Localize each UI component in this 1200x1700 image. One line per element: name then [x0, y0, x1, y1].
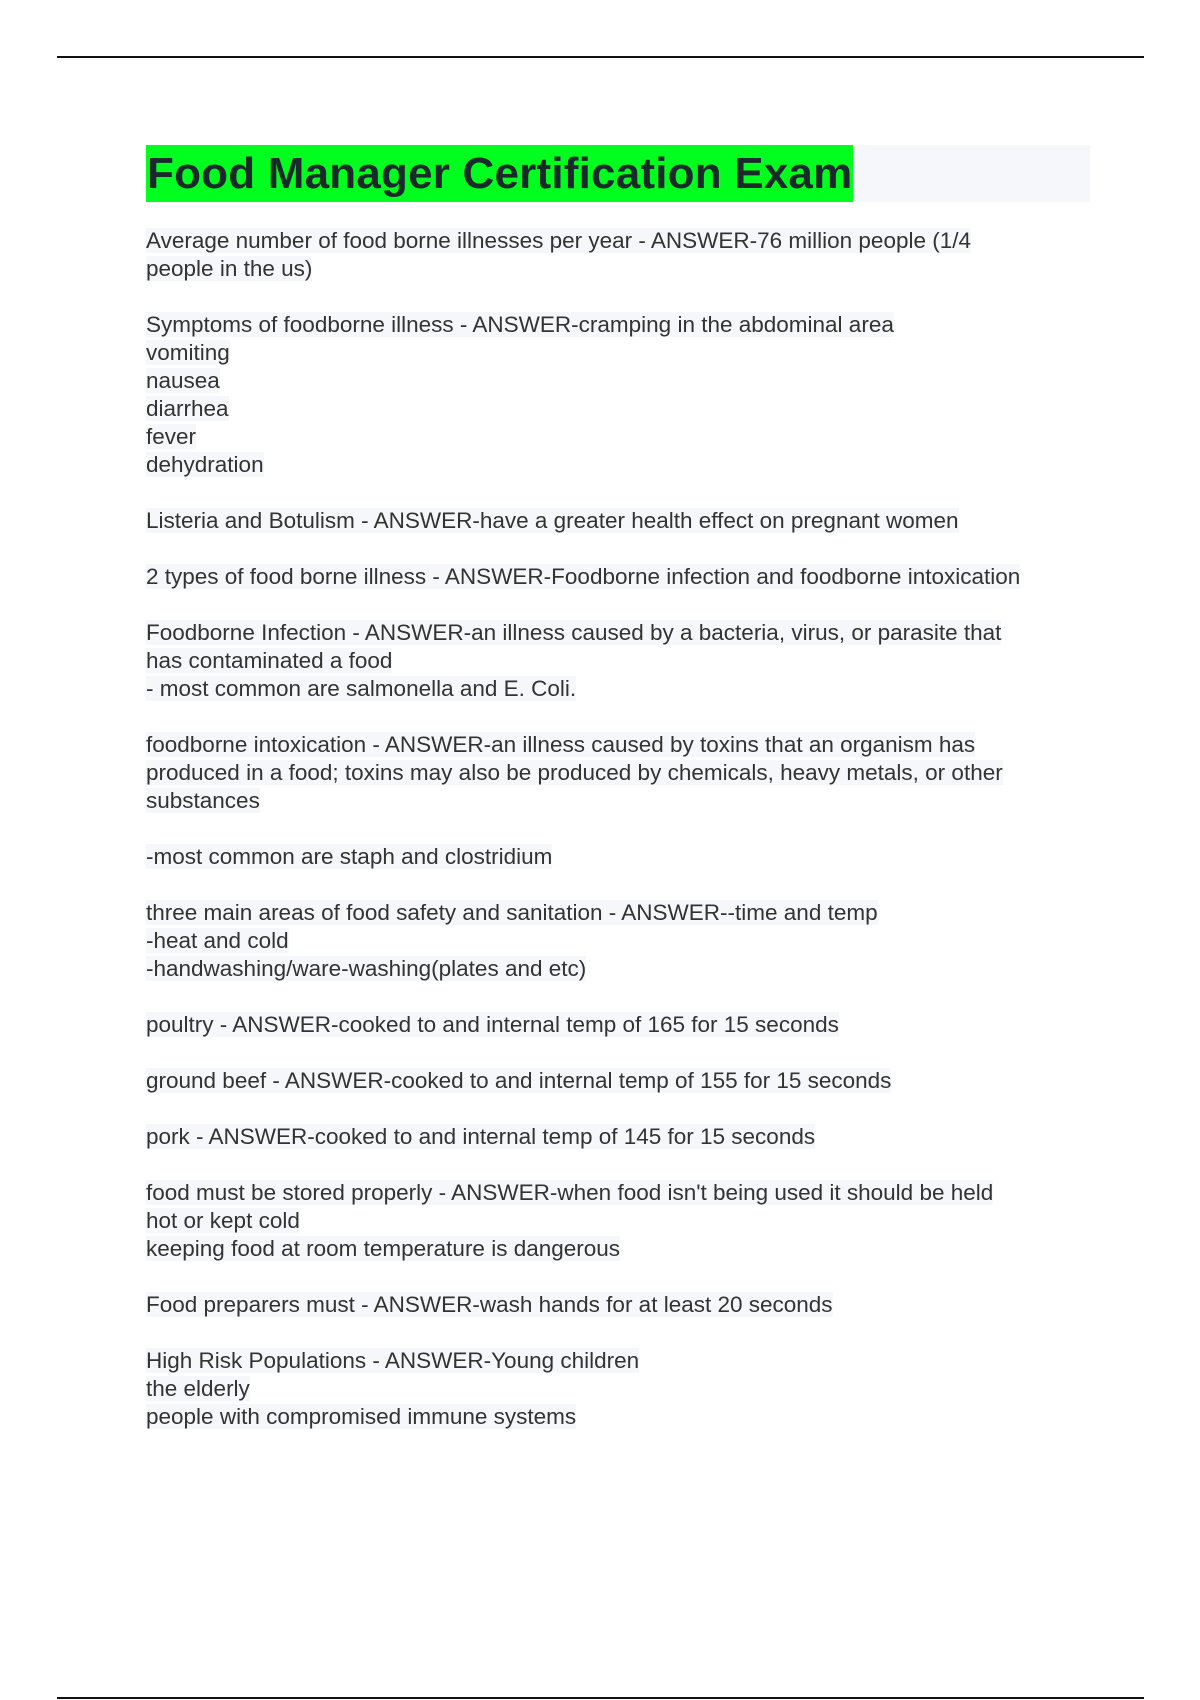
qa-line: poultry - ANSWER-cooked to and internal temp of 165 for 15 seconds: [146, 1012, 839, 1037]
list-item: [146, 311, 1090, 479]
list-item: [146, 1291, 1090, 1319]
qa-line: has contaminated a food: [146, 648, 393, 673]
qa-line: people in the us): [146, 256, 313, 281]
qa-line: dehydration: [146, 452, 264, 477]
qa-line: produced in a food; toxins may also be produced by chemicals, heavy metals, or other: [146, 760, 1003, 785]
qa-line: 2 types of food borne illness - ANSWER-Foodborne infection and foodborne intoxication: [146, 564, 1021, 589]
qa-line: Food preparers must - ANSWER-wash hands for at least 20 seconds: [146, 1292, 833, 1317]
list-item: [146, 1347, 1090, 1431]
qa-line: -most common are staph and clostridium: [146, 844, 553, 869]
qa-line: hot or kept cold: [146, 1208, 300, 1233]
qa-line: Foodborne Infection - ANSWER-an illness caused by a bacteria, virus, or parasite that: [146, 620, 1002, 645]
list-item: [146, 843, 1090, 871]
qa-line: pork - ANSWER-cooked to and internal temp of 145 for 15 seconds: [146, 1124, 816, 1149]
qa-line: vomiting: [146, 340, 230, 365]
qa-line: diarrhea: [146, 396, 229, 421]
list-item: [146, 507, 1090, 535]
qa-line: keeping food at room temperature is dangerous: [146, 1236, 621, 1261]
qa-line: fever: [146, 424, 197, 449]
qa-line: people with compromised immune systems: [146, 1404, 577, 1429]
document-body: [146, 145, 1090, 1459]
list-item: [146, 563, 1090, 591]
qa-list: [146, 227, 1090, 1431]
qa-line: foodborne intoxication - ANSWER-an illness caused by toxins that an organism has: [146, 732, 976, 757]
qa-line: three main areas of food safety and sanitation - ANSWER--time and temp: [146, 900, 878, 925]
list-item: [146, 1123, 1090, 1151]
list-item: [146, 1067, 1090, 1095]
qa-line: -handwashing/ware-washing(plates and etc): [146, 956, 587, 981]
qa-line: substances: [146, 788, 260, 813]
top-rule: [57, 56, 1144, 58]
list-item: [146, 899, 1090, 983]
list-item: [146, 619, 1090, 703]
page-title: Food Manager Certification Exam: [146, 145, 853, 202]
qa-line: Listeria and Botulism - ANSWER-have a greater health effect on pregnant women: [146, 508, 959, 533]
qa-line: the elderly: [146, 1376, 250, 1401]
bottom-rule: [57, 1697, 1144, 1699]
title-band: [146, 145, 1090, 202]
list-item: [146, 1179, 1090, 1263]
qa-line: nausea: [146, 368, 220, 393]
qa-line: ground beef - ANSWER-cooked to and internal temp of 155 for 15 seconds: [146, 1068, 892, 1093]
list-item: [146, 227, 1090, 283]
list-item: [146, 731, 1090, 815]
qa-line: food must be stored properly - ANSWER-when food isn't being used it should be held: [146, 1180, 994, 1205]
qa-line: - most common are salmonella and E. Coli.: [146, 676, 577, 701]
list-item: [146, 1011, 1090, 1039]
qa-line: Symptoms of foodborne illness - ANSWER-cramping in the abdominal area: [146, 312, 894, 337]
qa-line: Average number of food borne illnesses per year - ANSWER-76 million people (1/4: [146, 228, 972, 253]
qa-line: -heat and cold: [146, 928, 289, 953]
qa-line: High Risk Populations - ANSWER-Young children: [146, 1348, 640, 1373]
